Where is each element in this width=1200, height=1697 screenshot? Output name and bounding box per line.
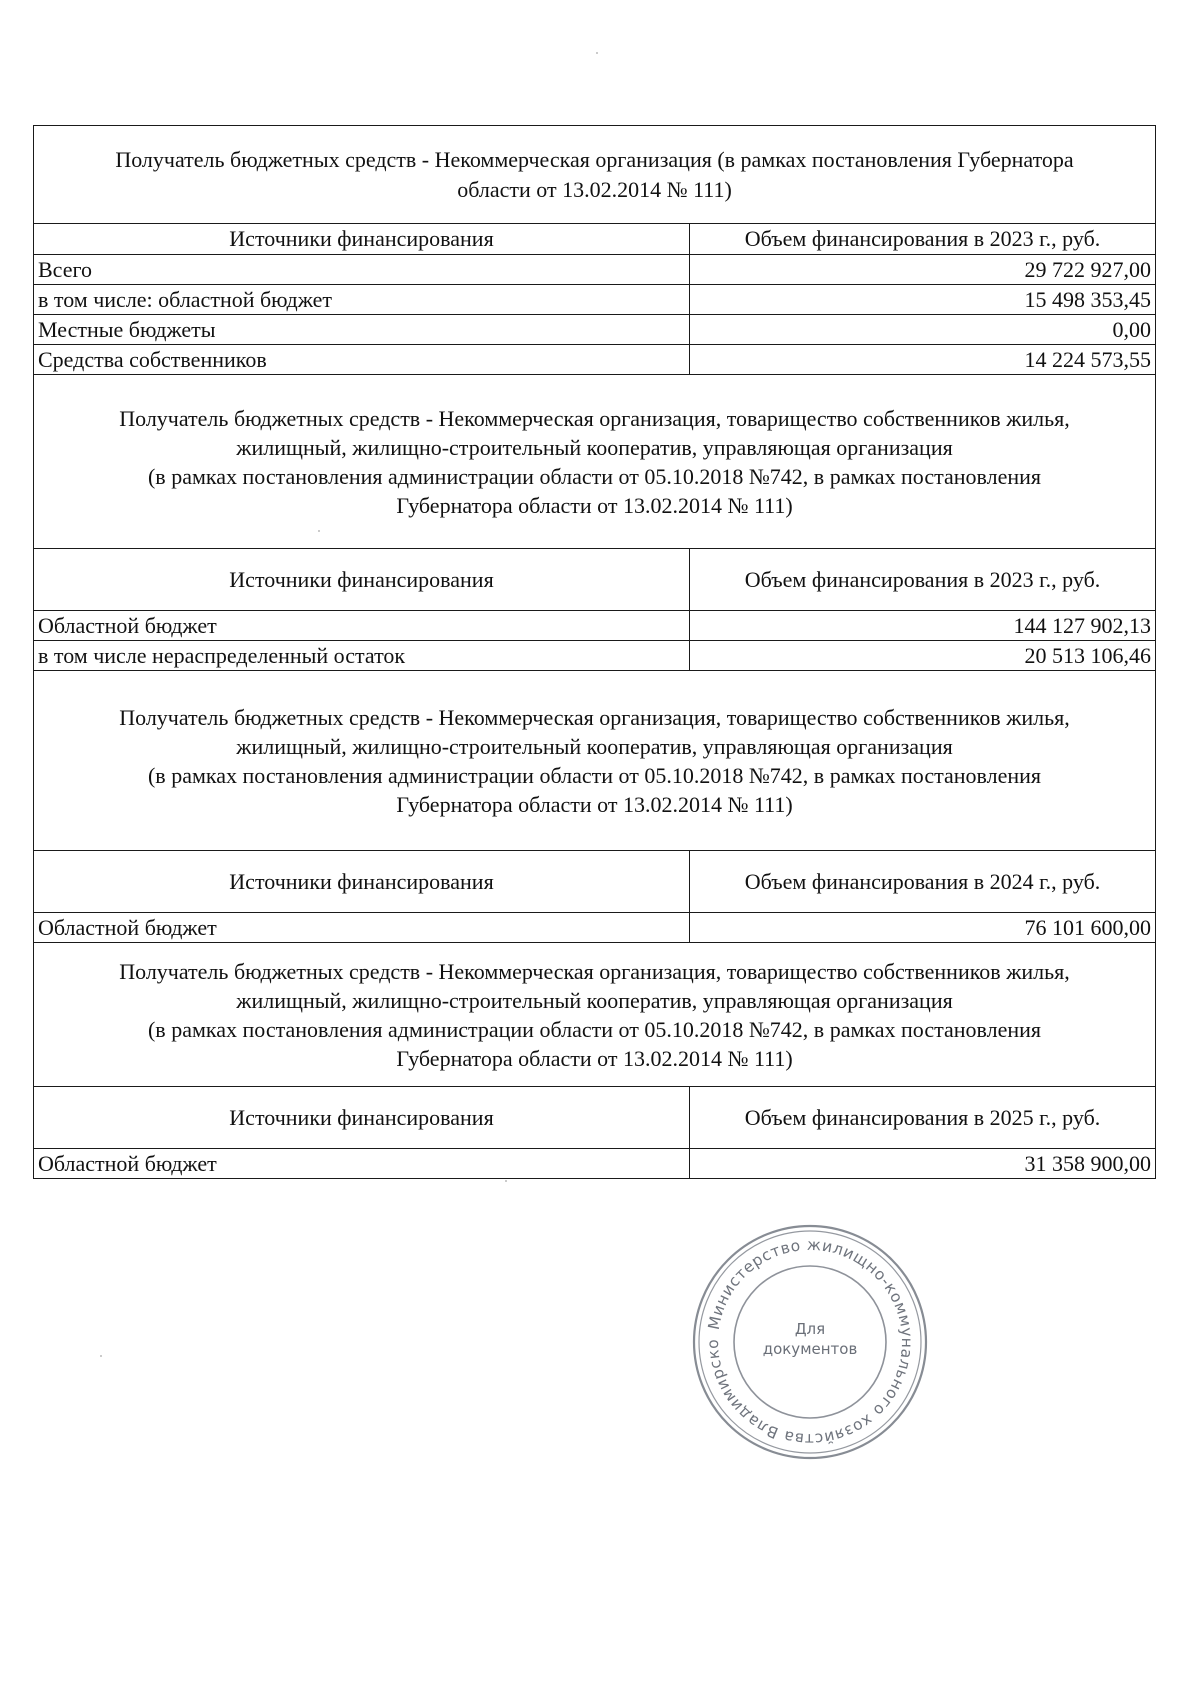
recipient-cell-3 xyxy=(34,671,1156,851)
table-row xyxy=(34,345,1156,375)
table-row xyxy=(34,255,1156,285)
row-value: 15 498 353,45 xyxy=(690,285,1156,315)
recipient-line: (в рамках постановления администрации области от 05.10.2018 №742, в рамках постановления xyxy=(147,762,1042,788)
scan-speck xyxy=(318,530,320,532)
recipient-row-1 xyxy=(34,126,1156,224)
recipient-line: жилищный, жилищно-строительный кооператив, управляющая организация xyxy=(236,434,953,460)
row-value: 144 127 902,13 xyxy=(690,611,1156,641)
recipient-cell-2 xyxy=(34,375,1156,549)
official-stamp xyxy=(690,1222,930,1462)
header-row-1 xyxy=(34,224,1156,255)
row-label: Всего xyxy=(34,255,690,285)
header-row-2 xyxy=(34,549,1156,611)
header-source: Источники финансирования xyxy=(34,851,690,913)
table-row xyxy=(34,1149,1156,1179)
row-value: 20 513 106,46 xyxy=(690,641,1156,671)
row-value: 29 722 927,00 xyxy=(690,255,1156,285)
recipient-line: Получатель бюджетных средств - Некоммерческая организация, товарищество собственников жилья, xyxy=(119,704,1070,730)
header-source: Источники финансирования xyxy=(34,1087,690,1149)
row-label: в том числе: областной бюджет xyxy=(34,285,690,315)
recipient-row-4 xyxy=(34,943,1156,1087)
row-label: Местные бюджеты xyxy=(34,315,690,345)
scan-speck xyxy=(505,1180,507,1182)
row-label: Областной бюджет xyxy=(34,913,690,943)
scan-speck xyxy=(100,1355,102,1357)
recipient-line: Получатель бюджетных средств - Некоммерческая организация, товарищество собственников жилья, xyxy=(119,405,1070,431)
stamp-center-line: Для xyxy=(794,1320,826,1338)
table-row xyxy=(34,913,1156,943)
recipient-line: жилищный, жилищно-строительный кооператив, управляющая организация xyxy=(236,987,953,1013)
header-row-3 xyxy=(34,851,1156,913)
financing-table xyxy=(33,125,1156,1179)
row-label: Областной бюджет xyxy=(34,1149,690,1179)
stamp-center-text xyxy=(690,1320,930,1359)
recipient-line: Губернатора области от 13.02.2014 № 111) xyxy=(396,1045,793,1071)
recipient-line: Губернатора области от 13.02.2014 № 111) xyxy=(396,492,793,518)
recipient-row-3 xyxy=(34,671,1156,851)
recipient-cell-4 xyxy=(34,943,1156,1087)
table-row xyxy=(34,315,1156,345)
row-value: 31 358 900,00 xyxy=(690,1149,1156,1179)
header-amount: Объем финансирования в 2023 г., руб. xyxy=(690,224,1156,255)
recipient-line: Получатель бюджетных средств - Некоммерческая организация (в рамках постановления Губернатора xyxy=(115,147,1074,173)
stamp-center-line: документов xyxy=(762,1339,858,1358)
header-row-4 xyxy=(34,1087,1156,1149)
header-source: Источники финансирования xyxy=(34,224,690,255)
header-source: Источники финансирования xyxy=(34,549,690,611)
recipient-line: (в рамках постановления администрации области от 05.10.2018 №742, в рамках постановления xyxy=(147,463,1042,489)
recipient-cell-1 xyxy=(34,126,1156,224)
row-value: 76 101 600,00 xyxy=(690,913,1156,943)
svg-text:Министерство жилищно-коммуналь: Министерство жилищно-коммунального хозяйства Владимирско xyxy=(703,1235,917,1449)
row-value: 0,00 xyxy=(690,315,1156,345)
recipient-line: жилищный, жилищно-строительный кооператив, управляющая организация xyxy=(236,733,953,759)
header-amount: Объем финансирования в 2024 г., руб. xyxy=(690,851,1156,913)
recipient-line: области от 13.02.2014 № 111) xyxy=(457,176,732,202)
row-value: 14 224 573,55 xyxy=(690,345,1156,375)
scan-speck xyxy=(596,52,598,54)
row-label: в том числе нераспределенный остаток xyxy=(34,641,690,671)
table-row xyxy=(34,641,1156,671)
recipient-row-2 xyxy=(34,375,1156,549)
row-label: Областной бюджет xyxy=(34,611,690,641)
table-row xyxy=(34,285,1156,315)
header-amount: Объем финансирования в 2023 г., руб. xyxy=(690,549,1156,611)
row-label: Средства собственников xyxy=(34,345,690,375)
recipient-line: Получатель бюджетных средств - Некоммерческая организация, товарищество собственников жилья, xyxy=(119,958,1070,984)
header-amount: Объем финансирования в 2025 г., руб. xyxy=(690,1087,1156,1149)
recipient-line: Губернатора области от 13.02.2014 № 111) xyxy=(396,791,793,817)
recipient-line: (в рамках постановления администрации области от 05.10.2018 №742, в рамках постановления xyxy=(147,1016,1042,1042)
table-row xyxy=(34,611,1156,641)
